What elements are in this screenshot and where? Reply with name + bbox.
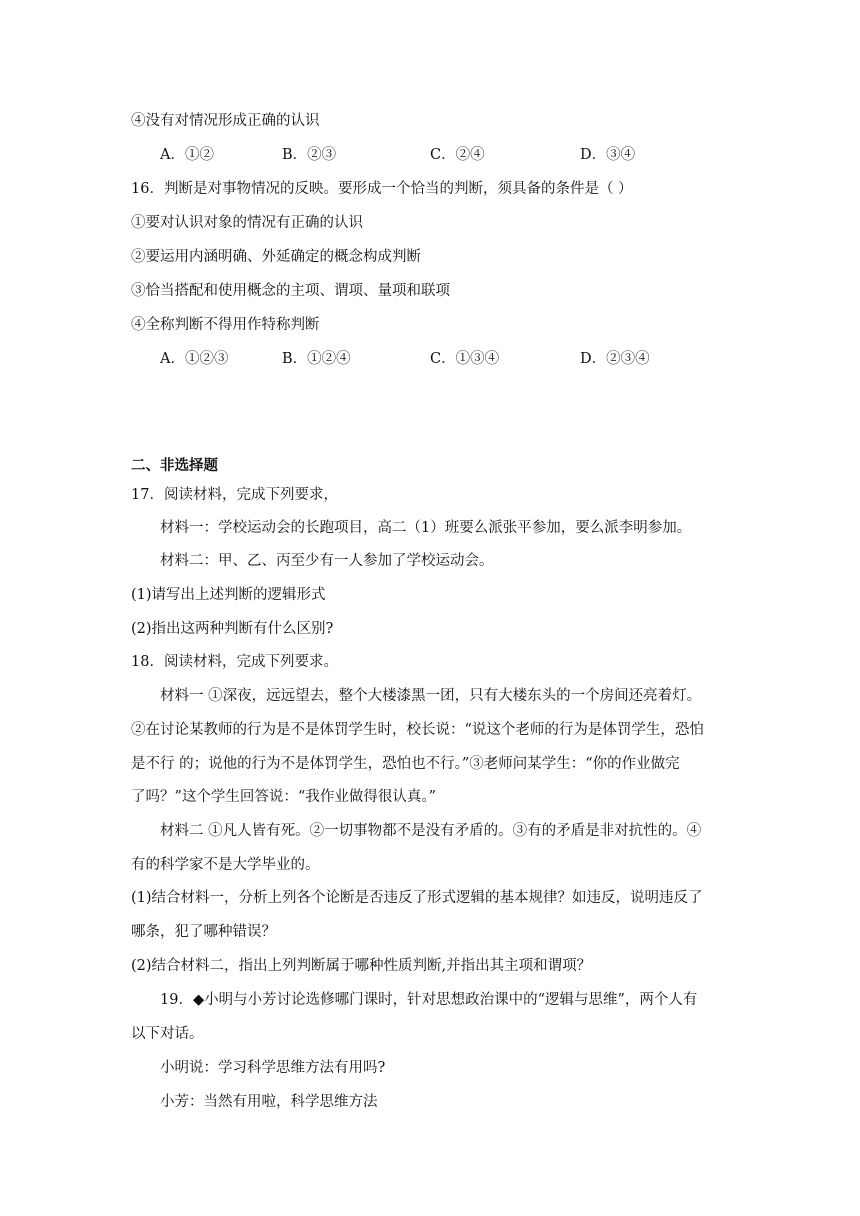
q15-option-d: D．③④ [580, 147, 636, 163]
q15-item-4: ④没有对情况形成正确的认识 [131, 113, 320, 129]
q19-dialog-2: 小芳：当然有用啦，科学思维方法 [160, 1094, 378, 1110]
q18-material-1-line-4: 了吗？”这个学生回答说：“我作业做得很认真。” [131, 789, 436, 805]
q15-option-a: A．①② [160, 147, 214, 163]
q16-option-c: C．①③④ [430, 351, 500, 367]
q17-material-2: 材料二：甲、乙、丙至少有一人参加了学校运动会。 [160, 553, 494, 569]
section-title: 二、非选择题 [131, 457, 218, 474]
q16-item-1: ①要对认识对象的情况有正确的认识 [131, 215, 363, 231]
q18-material-1-line-3: 是不行 的；说他的行为不是体罚学生，恐怕也不行。”③老师问某学生：“你的作业做完 [131, 756, 680, 772]
q15-option-b: B．②③ [282, 147, 337, 163]
q16-option-d: D．②③④ [580, 351, 650, 367]
q18-sub-2: (2)结合材料二，指出上列判断属于哪种性质判断,并指出其主项和谓项？ [131, 958, 592, 974]
q18-material-2-line-1: 材料二 ①凡人皆有死。②一切事物都不是没有矛盾的。③有的矛盾是非对抗性的。④ [160, 823, 702, 839]
q16-item-4: ④全称判断不得用作特称判断 [131, 317, 320, 333]
q18-material-1-line-1: 材料一 ①深夜，远远望去，整个大楼漆黑一团，只有大楼东头的一个房间还亮着灯。 [160, 688, 702, 704]
q19-stem-line-2: 以下对话。 [131, 1026, 204, 1042]
q18-stem: 18．阅读材料，完成下列要求。 [131, 654, 338, 670]
q16-item-2: ②要运用内涵明确、外延确定的概念构成判断 [131, 249, 421, 265]
q16-item-3: ③恰当搭配和使用概念的主项、谓项、量项和联项 [131, 283, 450, 299]
q18-sub-1-line-1: (1)结合材料一，分析上列各个论断是否违反了形式逻辑的基本规律？如违反，说明违反了 [131, 890, 703, 906]
q18-sub-1-line-2: 哪条，犯了哪种错误？ [131, 924, 276, 940]
q17-sub-2: (2)指出这两种判断有什么区别? [131, 621, 334, 637]
q19-dialog-1: 小明说：学习科学思维方法有用吗? [160, 1060, 386, 1076]
q17-sub-1: (1)请写出上述判断的逻辑形式 [131, 587, 326, 603]
q18-material-1-line-2: ②在讨论某教师的行为是不是体罚学生时，校长说：“说这个老师的行为是体罚学生，恐怕 [131, 722, 704, 738]
q16-stem: 16．判断是对事物情况的反映。要形成一个恰当的判断，须具备的条件是（ ） [131, 181, 633, 197]
q16-option-b: B．①②④ [282, 351, 351, 367]
q18-material-2-line-2: 有的科学家不是大学毕业的。 [131, 857, 320, 873]
q16-option-a: A．①②③ [160, 351, 229, 367]
q17-stem: 17．阅读材料，完成下列要求， [131, 487, 338, 503]
q19-stem-line-1: 19．◆小明与小芳讨论选修哪门课时，针对思想政治课中的“逻辑与思维”，两个人有 [160, 992, 698, 1008]
q15-option-c: C．②④ [430, 147, 485, 163]
q17-material-1: 材料一：学校运动会的长跑项目，高二（1）班要么派张平参加，要么派李明参加。 [160, 520, 692, 536]
